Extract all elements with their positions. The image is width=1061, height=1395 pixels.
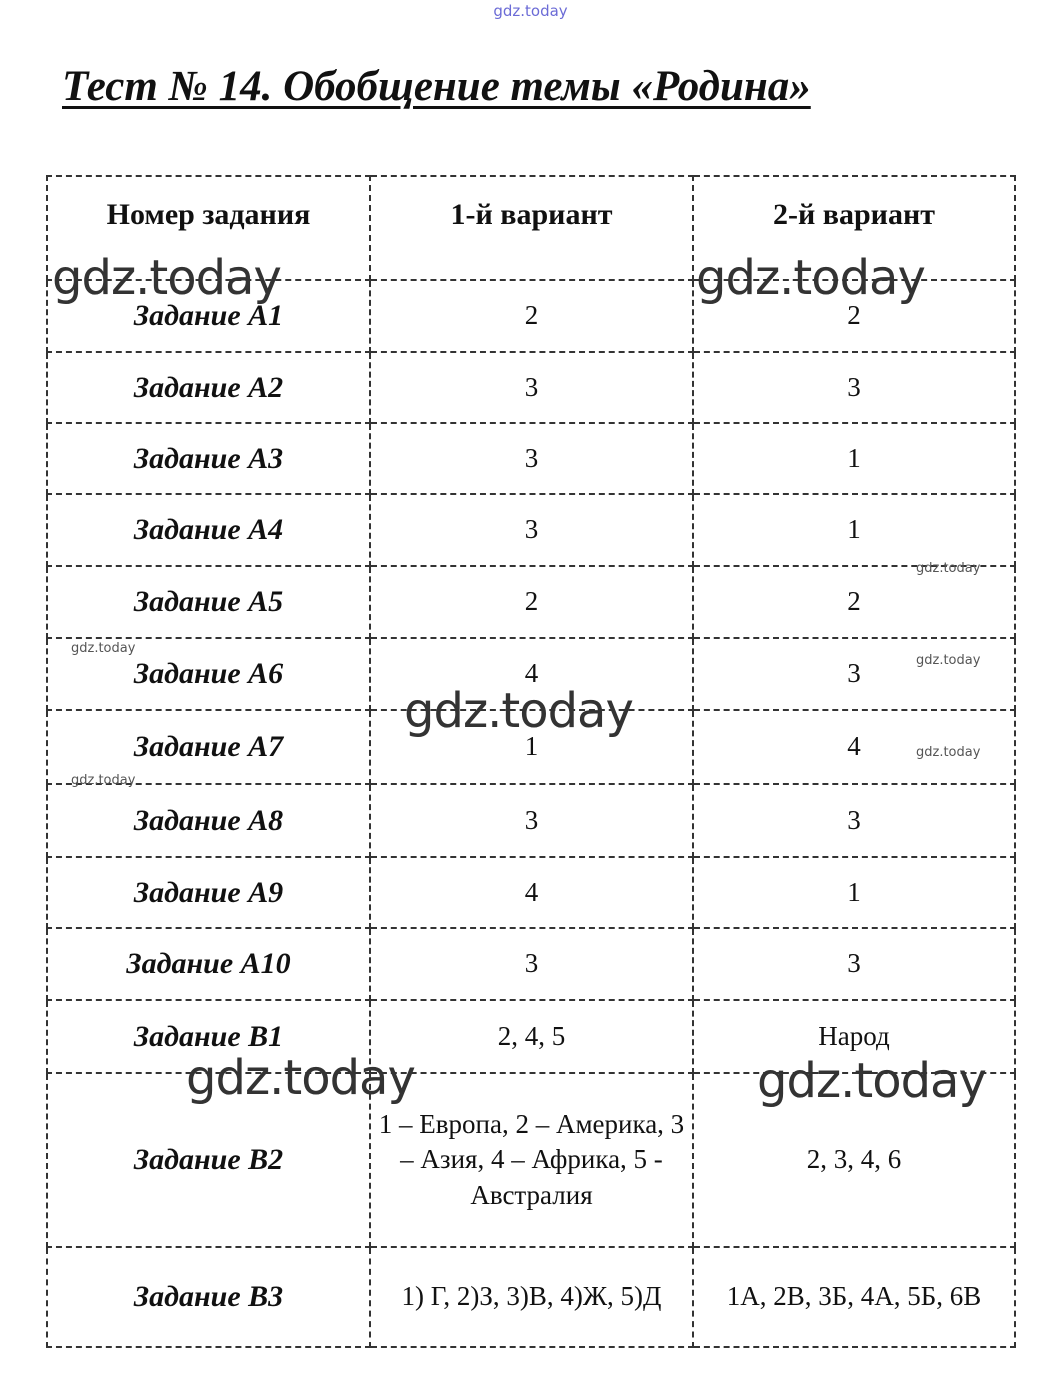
watermark-overlay: gdz.today: [404, 683, 633, 739]
variant-1-answer: 3: [370, 352, 693, 423]
task-name: Задание А5: [47, 566, 370, 638]
variant-1-answer: 1 – Европа, 2 – Америка, 3 – Азия, 4 – Африка, 5 - Австралия: [370, 1073, 693, 1247]
header-variant-1: 1-й вариант: [370, 176, 693, 280]
watermark-overlay: gdz.today: [916, 561, 981, 576]
variant-1-answer: 2: [370, 566, 693, 638]
table-row: [47, 1073, 1015, 1247]
variant-1-answer: 3: [370, 494, 693, 566]
variant-1-answer: 3: [370, 928, 693, 1000]
variant-1-answer: 4: [370, 857, 693, 928]
table-row: [47, 566, 1015, 638]
variant-2-answer: 1: [693, 494, 1015, 566]
watermark-overlay: gdz.today: [916, 653, 981, 668]
answers-table: [46, 175, 1016, 1348]
header-variant-2: 2-й вариант: [693, 176, 1015, 280]
task-name: Задание В1: [47, 1000, 370, 1073]
variant-1-answer: 1: [370, 710, 693, 784]
table-row: [47, 1000, 1015, 1073]
variant-2-answer: 2, 3, 4, 6: [693, 1073, 1015, 1247]
watermark-overlay: gdz.today: [696, 250, 925, 306]
watermark-overlay: gdz.today: [916, 745, 981, 760]
variant-1-answer: 4: [370, 638, 693, 710]
variant-1-answer: 3: [370, 784, 693, 857]
variant-2-answer: 1: [693, 857, 1015, 928]
task-name: Задание А4: [47, 494, 370, 566]
watermark-top: gdz.today: [493, 2, 568, 20]
table-row: [47, 1247, 1015, 1347]
variant-2-answer: Народ: [693, 1000, 1015, 1073]
header-task-number: Номер задания: [47, 176, 370, 280]
task-name: Задание А6: [47, 638, 370, 710]
task-name: Задание А7: [47, 710, 370, 784]
variant-1-answer: 1) Г, 2)З, 3)В, 4)Ж, 5)Д: [370, 1247, 693, 1347]
table-row: [47, 423, 1015, 494]
page-title: Тест № 14. Обобщение темы «Родина»: [62, 63, 811, 110]
watermark-overlay: gdz.today: [757, 1053, 986, 1109]
task-name: Задание А3: [47, 423, 370, 494]
watermark-overlay: gdz.today: [52, 250, 281, 306]
table-row: [47, 638, 1015, 710]
variant-1-answer: 2, 4, 5: [370, 1000, 693, 1073]
variant-2-answer: 3: [693, 638, 1015, 710]
variant-2-answer: 1А, 2В, 3Б, 4А, 5Б, 6В: [693, 1247, 1015, 1347]
table-row: [47, 280, 1015, 352]
task-name: Задание А9: [47, 857, 370, 928]
table-row: [47, 494, 1015, 566]
table-row: [47, 352, 1015, 423]
variant-2-answer: 4: [693, 710, 1015, 784]
table-row: [47, 784, 1015, 857]
variant-1-answer: 2: [370, 280, 693, 352]
watermark-overlay: gdz.today: [71, 641, 136, 656]
variant-2-answer: 2: [693, 280, 1015, 352]
variant-2-answer: 3: [693, 928, 1015, 1000]
task-name: Задание А1: [47, 280, 370, 352]
task-name: Задание В3: [47, 1247, 370, 1347]
variant-2-answer: 1: [693, 423, 1015, 494]
table-row: [47, 710, 1015, 784]
variant-2-answer: 3: [693, 352, 1015, 423]
task-name: Задание В2: [47, 1073, 370, 1247]
task-name: Задание А2: [47, 352, 370, 423]
variant-2-answer: 3: [693, 784, 1015, 857]
watermark-overlay: gdz.today: [186, 1050, 415, 1106]
header-row: [47, 176, 1015, 280]
variant-2-answer: 2: [693, 566, 1015, 638]
table-row: [47, 928, 1015, 1000]
table-row: [47, 857, 1015, 928]
task-name: Задание А10: [47, 928, 370, 1000]
task-name: Задание А8: [47, 784, 370, 857]
variant-1-answer: 3: [370, 423, 693, 494]
watermark-overlay: gdz.today: [71, 773, 136, 788]
